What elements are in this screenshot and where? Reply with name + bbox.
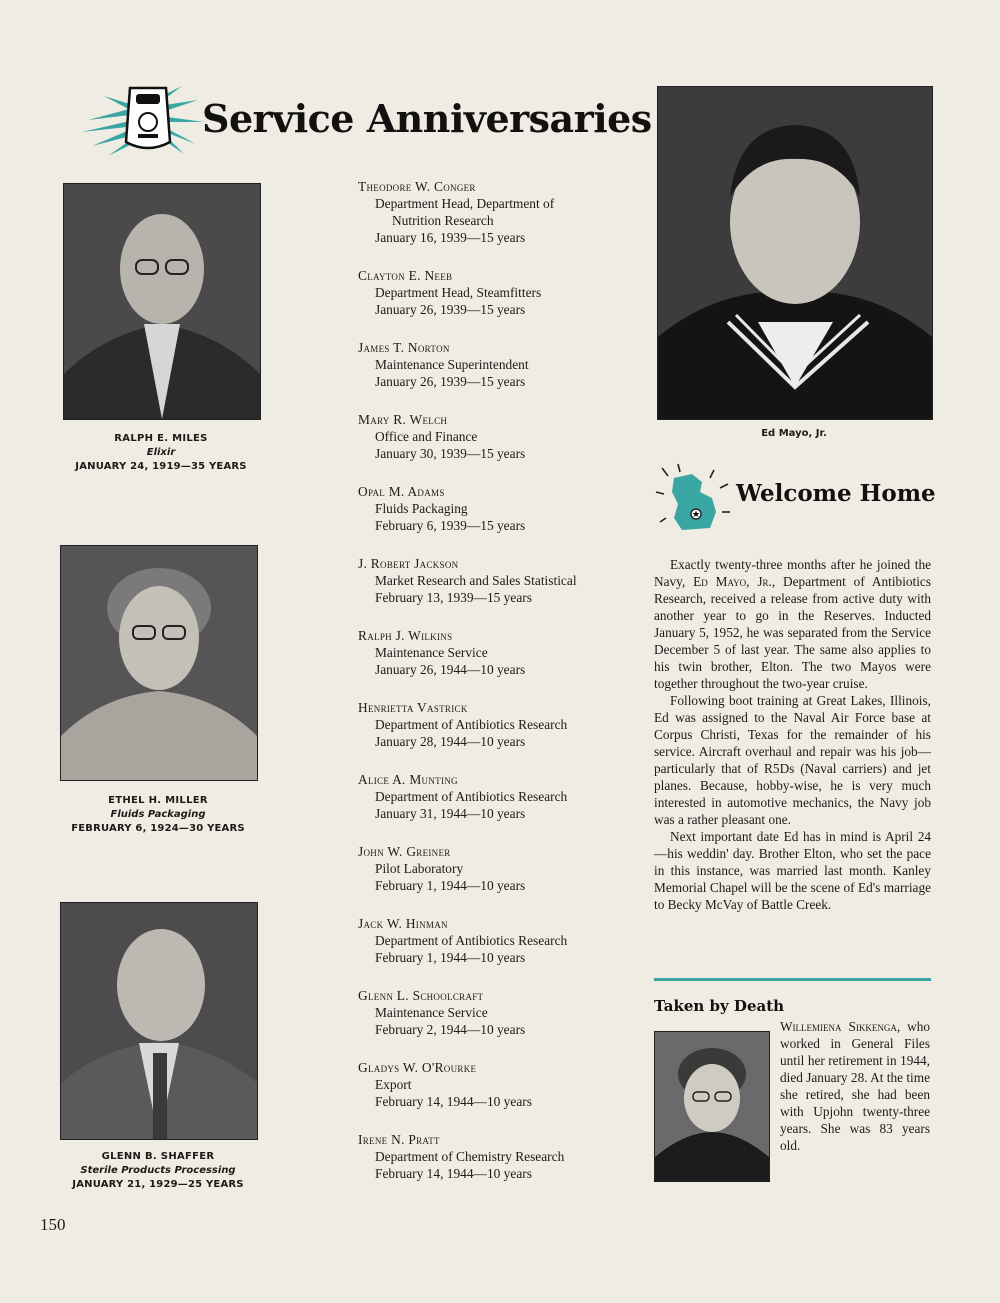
list-item [358,339,648,390]
employee-date: January 16, 1939—15 years [375,230,526,245]
featured-dept: Elixir [146,447,176,458]
welcome-home-article [654,556,931,913]
list-item [358,411,648,462]
employee-date: February 2, 1944—10 years [375,1022,526,1037]
list-item [358,483,648,534]
list-item [358,843,648,894]
taken-by-death-heading: Taken by Death [654,997,785,1015]
employee-dept: Department of Antibiotics Research [375,933,568,948]
featured-caption-2 [47,794,269,836]
employee-name: Ralph J. Wilkins [358,628,453,643]
employee-name: Theodore W. Conger [358,179,476,194]
person-name: Ed Mayo, Jr. [693,574,772,589]
upjohn-badge-icon [78,80,208,158]
employee-dept: Fluids Packaging [375,501,468,516]
employee-date: January 28, 1944—10 years [375,734,526,749]
employee-name: Glenn L. Schoolcraft [358,988,484,1003]
paragraph-text: , who worked in General Files until her retirement in 1944, died January 28. At the time she retired, she had been with Upjohn twenty-three years. She was 83 years old. [780,1019,930,1153]
featured-name: GLENN B. SHAFFER [101,1151,215,1162]
employee-date: January 26, 1939—15 years [375,374,526,389]
portrait-photo-ed-mayo [657,86,933,420]
employee-name: Irene N. Pratt [358,1132,440,1147]
employee-date: January 31, 1944—10 years [375,806,526,821]
employee-dept: Department of Antibiotics Research [375,717,568,732]
featured-name: ETHEL H. MILLER [108,795,208,806]
featured-name: RALPH E. MILES [114,433,208,444]
employee-dept: Department of Antibiotics Research [375,789,568,804]
portrait-photo-willemiena-sikkenga [654,1031,770,1182]
employee-name: Mary R. Welch [358,412,448,427]
portrait-photo-ralph-miles [63,183,261,420]
featured-dept: Fluids Packaging [110,809,206,820]
list-item [358,627,648,678]
portrait-photo-glenn-shaffer [60,902,258,1140]
michigan-map-icon [652,462,734,538]
featured-date: JANUARY 21, 1929—25 YEARS [72,1179,244,1190]
employee-name: Gladys W. O'Rourke [358,1060,477,1075]
featured-date: FEBRUARY 6, 1924—30 YEARS [71,823,245,834]
employee-dept: Office and Finance [375,429,478,444]
featured-date: JANUARY 24, 1919—35 YEARS [75,461,247,472]
photo-caption: Ed Mayo, Jr. [761,428,827,439]
list-item [358,1059,648,1110]
employee-name: James T. Norton [358,340,450,355]
list-item [358,987,648,1038]
welcome-home-heading: Welcome Home [736,480,936,507]
portrait-photo-ethel-miller [60,545,258,781]
employee-dept: Department of Chemistry Research [375,1149,565,1164]
obituary-text [780,1018,930,1154]
list-item [358,1131,648,1182]
employee-dept: Maintenance Service [375,1005,488,1020]
employee-dept: Department Head, Steamfitters [375,285,542,300]
list-item [358,699,648,750]
employee-dept: Maintenance Superintendent [375,357,529,372]
employee-date: February 13, 1939—15 years [375,590,532,605]
list-item [358,555,648,606]
list-item [358,178,648,246]
employee-date: January 26, 1944—10 years [375,662,526,677]
person-name: Willemiena Sikkenga [780,1019,897,1034]
paragraph-text: Exactly twenty-three months after he joined the Navy, [654,557,931,589]
anniversary-list [358,178,648,1203]
employee-date: February 1, 1944—10 years [375,950,526,965]
list-item [358,915,648,966]
section-divider [654,978,931,981]
employee-date: January 30, 1939—15 years [375,446,526,461]
page-number: 150 [40,1215,66,1234]
employee-dept: Department Head, Department of [375,196,555,211]
employee-dept: Pilot Laboratory [375,861,464,876]
featured-caption-3 [47,1150,269,1192]
article-paragraph [654,556,931,692]
employee-name: J. Robert Jackson [358,556,459,571]
employee-name: Clayton E. Neeb [358,268,453,283]
featured-caption-1 [50,432,272,474]
employee-date: February 14, 1944—10 years [375,1166,532,1181]
employee-name: Jack W. Hinman [358,916,448,931]
employee-date: January 26, 1939—15 years [375,302,526,317]
employee-dept-cont: Nutrition Research [392,213,494,228]
page-title: Service Anniversaries [202,96,652,141]
paragraph-text: , Department of Antibiotics Research, received a release from active duty with another year to go in the Reserves. Inducted January 5, 1952, he was separated from the Service December 5 of last year. The same also applies to his twin brother, Elton. The two Mayos were together throughout the two-year cruise. [654,574,931,691]
article-paragraph: Following boot training at Great Lakes, Illinois, Ed was assigned to the Naval Air Force base at Corpus Christi, Texas for the remainder of his service. Aircraft overhaul and repair was his job—particularly that of R5Ds (Naval carriers) and jet planes. Because, hobby-wise, he is very much interested in automotive mechanics, the Navy job was a rather pleasant one. [654,693,931,827]
featured-dept: Sterile Products Processing [80,1165,236,1176]
employee-name: John W. Greiner [358,844,451,859]
list-item [358,771,648,822]
employee-name: Henrietta Vastrick [358,700,468,715]
employee-name: Opal M. Adams [358,484,445,499]
employee-date: February 1, 1944—10 years [375,878,526,893]
employee-date: February 6, 1939—15 years [375,518,526,533]
employee-dept: Market Research and Sales Statistical [375,573,577,588]
employee-dept: Export [375,1077,412,1092]
article-paragraph: Next important date Ed has in mind is April 24—his weddin' day. Brother Elton, who set the pace in this instance, was married last month. Kanley Memorial Chapel will be the scene of Ed's marriage to Becky McVay of Battle Creek. [654,829,931,912]
list-item [358,267,648,318]
employee-date: February 14, 1944—10 years [375,1094,532,1109]
employee-name: Alice A. Munting [358,772,458,787]
employee-dept: Maintenance Service [375,645,488,660]
